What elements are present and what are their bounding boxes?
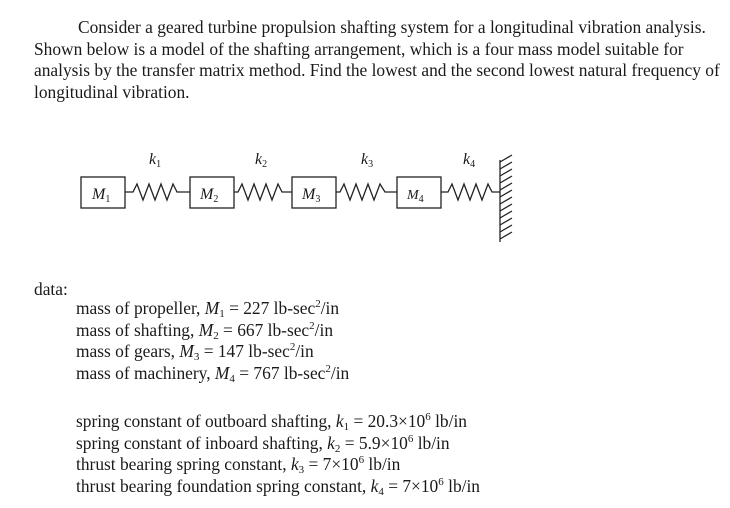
spring-1 [125, 184, 190, 200]
spring-list [76, 411, 480, 497]
spring-2 [234, 184, 292, 200]
mass-row-shafting: mass of shafting, $M_2 = 667$ $lb-\sec^2/in$ [76, 319, 334, 342]
spring-3 [336, 184, 397, 200]
spring-label-2: k2 [255, 151, 268, 170]
spring-row-thrust-bearing: thrust bearing spring constant, $k_3 = 7\times 10^6$ lb/in [76, 454, 401, 476]
spring-4 [441, 184, 500, 200]
mass-row-propeller: mass of propeller, $M_1 = 227$ $lb-\sec^2/in$ [76, 298, 340, 320]
spring-row-foundation: thrust bearing foundation spring constant, $k_4 = 7\times 10^6$ lb/in [76, 475, 480, 498]
mass-row-machinery: mass of machinery, $M_4 = 767$ $lb-\sec^2/in$ [76, 362, 350, 385]
spring-label-3: k3 [361, 151, 374, 170]
mass-label-1: M1 [92, 186, 111, 205]
mass-list [76, 298, 349, 384]
mass-row-gears: mass of gears, $M_3 = 147$ $lb-\sec^2/in$ [76, 341, 314, 363]
spring-label-1: k1 [149, 151, 162, 170]
data-heading: data: [34, 279, 68, 299]
mass-label-3: M3 [302, 186, 321, 205]
problem-statement: Consider a geared turbine propulsion shafting system for a longitudinal vibration analysis. Shown below is a model of the shafting arrangement, which is a four mass model suitable for analysis by the transfer matrix method. Find the lowest and the second lowest natural frequency of longitudinal vibration. [34, 17, 720, 102]
wall-hatch [500, 155, 512, 239]
mass-label-2: M2 [200, 186, 219, 205]
spring-row-inboard: spring constant of inboard shafting, $k_2 = 5.9\times 10^6$ lb/in [76, 432, 450, 455]
spring-row-outboard: spring constant of outboard shafting, $k_1 = 20.3\times 10^6$ lb/in [76, 411, 467, 433]
mass-label-4: $M_4$ [407, 188, 424, 205]
spring-label-4: k4 [463, 151, 476, 170]
